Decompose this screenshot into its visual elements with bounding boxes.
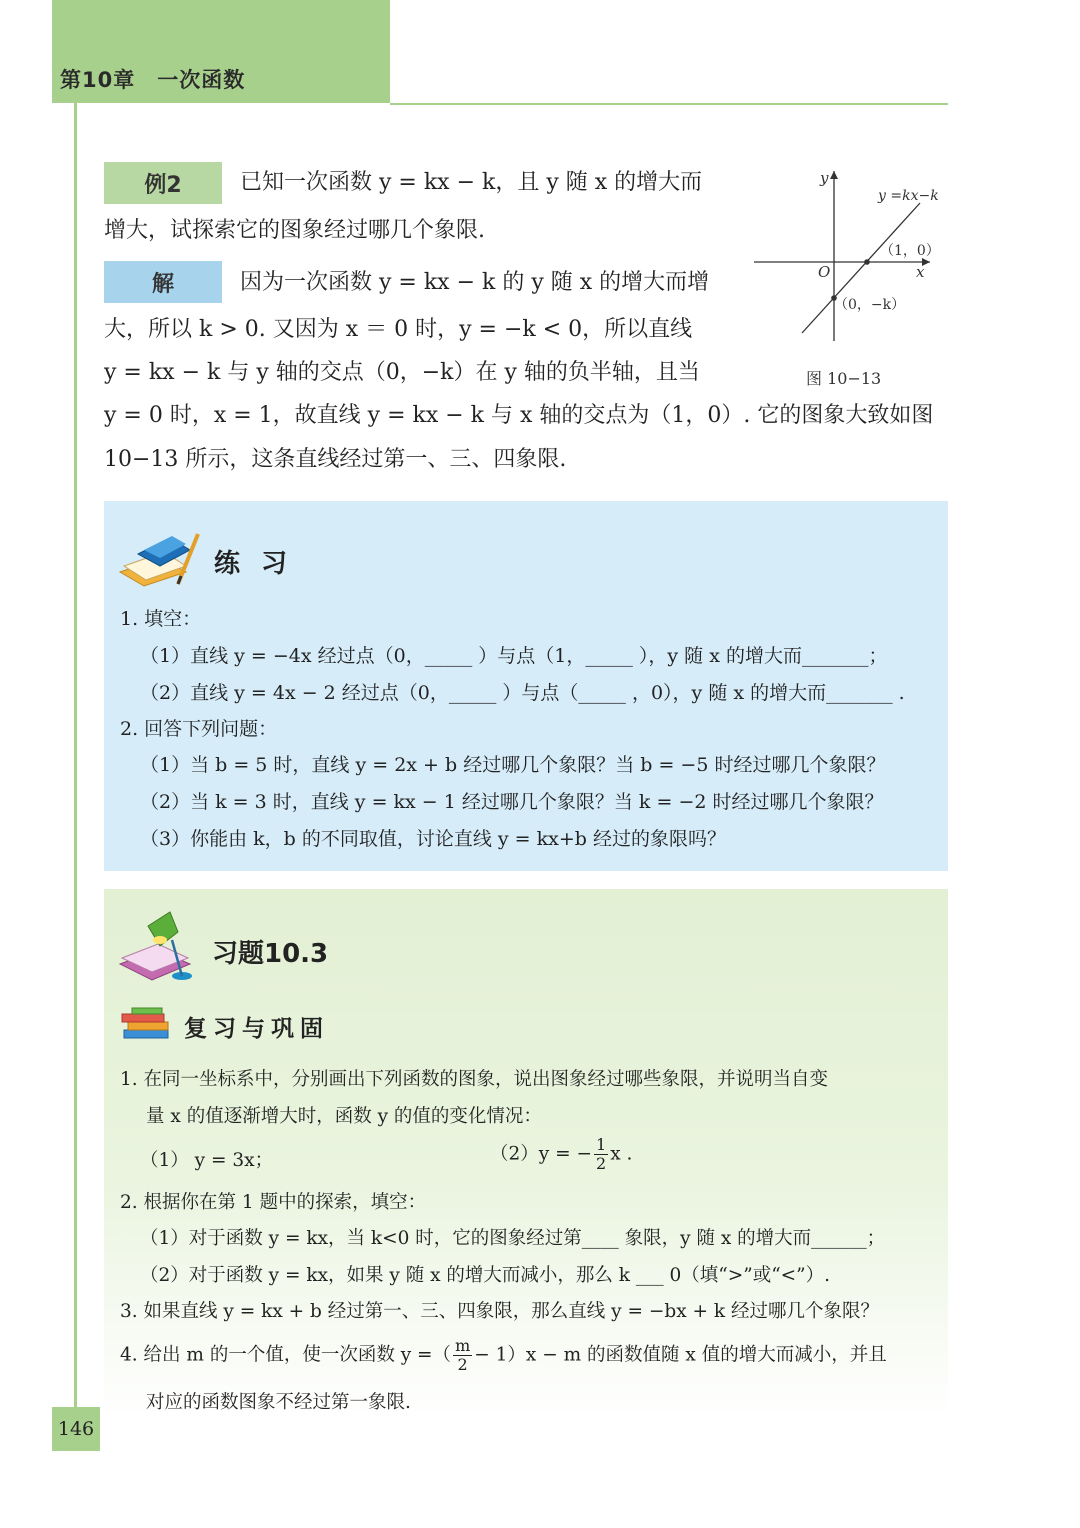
- exercise-question: （1） y = 3x；: [140, 1150, 274, 1171]
- solution-text: 大，所以 k > 0. 又因为 x ＝ 0 时，y = −k < 0，所以直线: [104, 317, 693, 342]
- solution-text: 因为一次函数 y = kx − k 的 y 随 x 的增大而增: [240, 270, 710, 295]
- solution-text: y = kx − k 与 y 轴的交点（0，−k）在 y 轴的负半轴，且当: [104, 360, 700, 385]
- exercise-question: [490, 1136, 632, 1173]
- point-x-intercept: [864, 259, 870, 265]
- practice-question: （1）当 b = 5 时，直线 y = 2x + b 经过哪几个象限？当 b = −5 时经过哪几个象限？: [140, 754, 886, 776]
- practice-question: 2. 回答下列问题：: [120, 718, 278, 740]
- line-label: y =kx−k: [878, 188, 939, 204]
- practice-question: 1. 填空：: [120, 608, 202, 630]
- point1-label: （1，0）: [880, 243, 940, 259]
- axis-x-label: x: [916, 263, 925, 281]
- books-pencil-icon: [116, 528, 202, 590]
- book-stack-icon: [118, 1006, 178, 1042]
- fraction-numerator: m: [455, 1336, 471, 1355]
- question-prefix: 4. 给出 m 的一个值，使一次函数 y =（: [120, 1344, 452, 1366]
- question-suffix: − 1）x − m 的函数值随 x 值的增大而减小，并且: [474, 1344, 887, 1366]
- page-number: 146: [52, 1407, 100, 1451]
- practice-title: 练 习: [214, 549, 294, 579]
- exercise-question: （1）对于函数 y = kx，当 k<0 时，它的图象经过第____ 象限，y 随 x 的增大而______；: [140, 1228, 886, 1249]
- exercise-question: 2. 根据你在第 1 题中的探索，填空：: [120, 1192, 427, 1213]
- exercise-question: 量 x 的值逐渐增大时，函数 y 的值的变化情况：: [146, 1106, 542, 1127]
- y-axis-arrow: [830, 171, 838, 179]
- fraction-suffix: x .: [610, 1143, 633, 1165]
- practice-question: （2）当 k = 3 时，直线 y = kx − 1 经过哪几个象限？当 k = −2 时经过哪几个象限？: [140, 791, 884, 813]
- origin-label: O: [818, 263, 831, 281]
- exercise-question: 对应的函数图象不经过第一象限.: [146, 1392, 411, 1413]
- figure-caption: 图 10−13: [806, 369, 882, 388]
- fraction-denominator: 2: [457, 1355, 468, 1374]
- fraction-numerator: 1: [596, 1135, 607, 1154]
- practice-question: （3）你能由 k，b 的不同取值，讨论直线 y = kx+b 经过的象限吗？: [140, 828, 726, 850]
- fraction-denominator: 2: [596, 1154, 607, 1173]
- exercise-question: 3. 如果直线 y = kx + b 经过第一、三、四象限，那么直线 y = −bx + k 经过哪几个象限？: [120, 1301, 879, 1322]
- point2-label: （0，−k）: [834, 297, 906, 313]
- review-section-title: 复习与巩固: [184, 1015, 329, 1042]
- fraction-prefix: （2）y = −: [490, 1143, 592, 1165]
- fraction: [453, 1337, 472, 1374]
- exercise-question: （2）对于函数 y = kx，如果 y 随 x 的增大而减小，那么 k ___ 0（填“>”或“<”）.: [140, 1265, 831, 1286]
- fraction: [594, 1136, 608, 1173]
- solution-tag: 解: [104, 261, 222, 303]
- example-text: 增大，试探索它的图象经过哪几个象限.: [104, 218, 485, 243]
- left-margin-rule: [74, 103, 77, 1408]
- practice-question: （1）直线 y = −4x 经过点（0，_____ ）与点（1，_____ ），y 随 x 的增大而_______；: [140, 645, 888, 667]
- figure-graph: [750, 165, 950, 345]
- exercise-question: 1. 在同一坐标系中，分别画出下列函数的图象，说出图象经过哪些象限，并说明当自变: [120, 1069, 829, 1090]
- exercise-title: 习题10.3: [212, 939, 329, 969]
- solution-text: y = 0 时，x = 1，故直线 y = kx − k 与 x 轴的交点为（1，0）. 它的图象大致如图: [104, 403, 934, 428]
- exercise-question: [120, 1337, 887, 1374]
- chapter-title: 第10章 一次函数: [60, 68, 246, 92]
- header-rule: [390, 103, 948, 105]
- solution-text: 10−13 所示，这条直线经过第一、三、四象限.: [104, 447, 567, 472]
- example-tag: 例2: [104, 162, 222, 204]
- example-text: 已知一次函数 y = kx − k，且 y 随 x 的增大而: [240, 170, 703, 195]
- axis-y-label: y: [820, 169, 829, 187]
- lamp-book-icon: [114, 906, 200, 988]
- practice-question: （2）直线 y = 4x − 2 经过点（0，_____ ）与点（_____ ，0），y 随 x 的增大而_______ .: [140, 682, 905, 704]
